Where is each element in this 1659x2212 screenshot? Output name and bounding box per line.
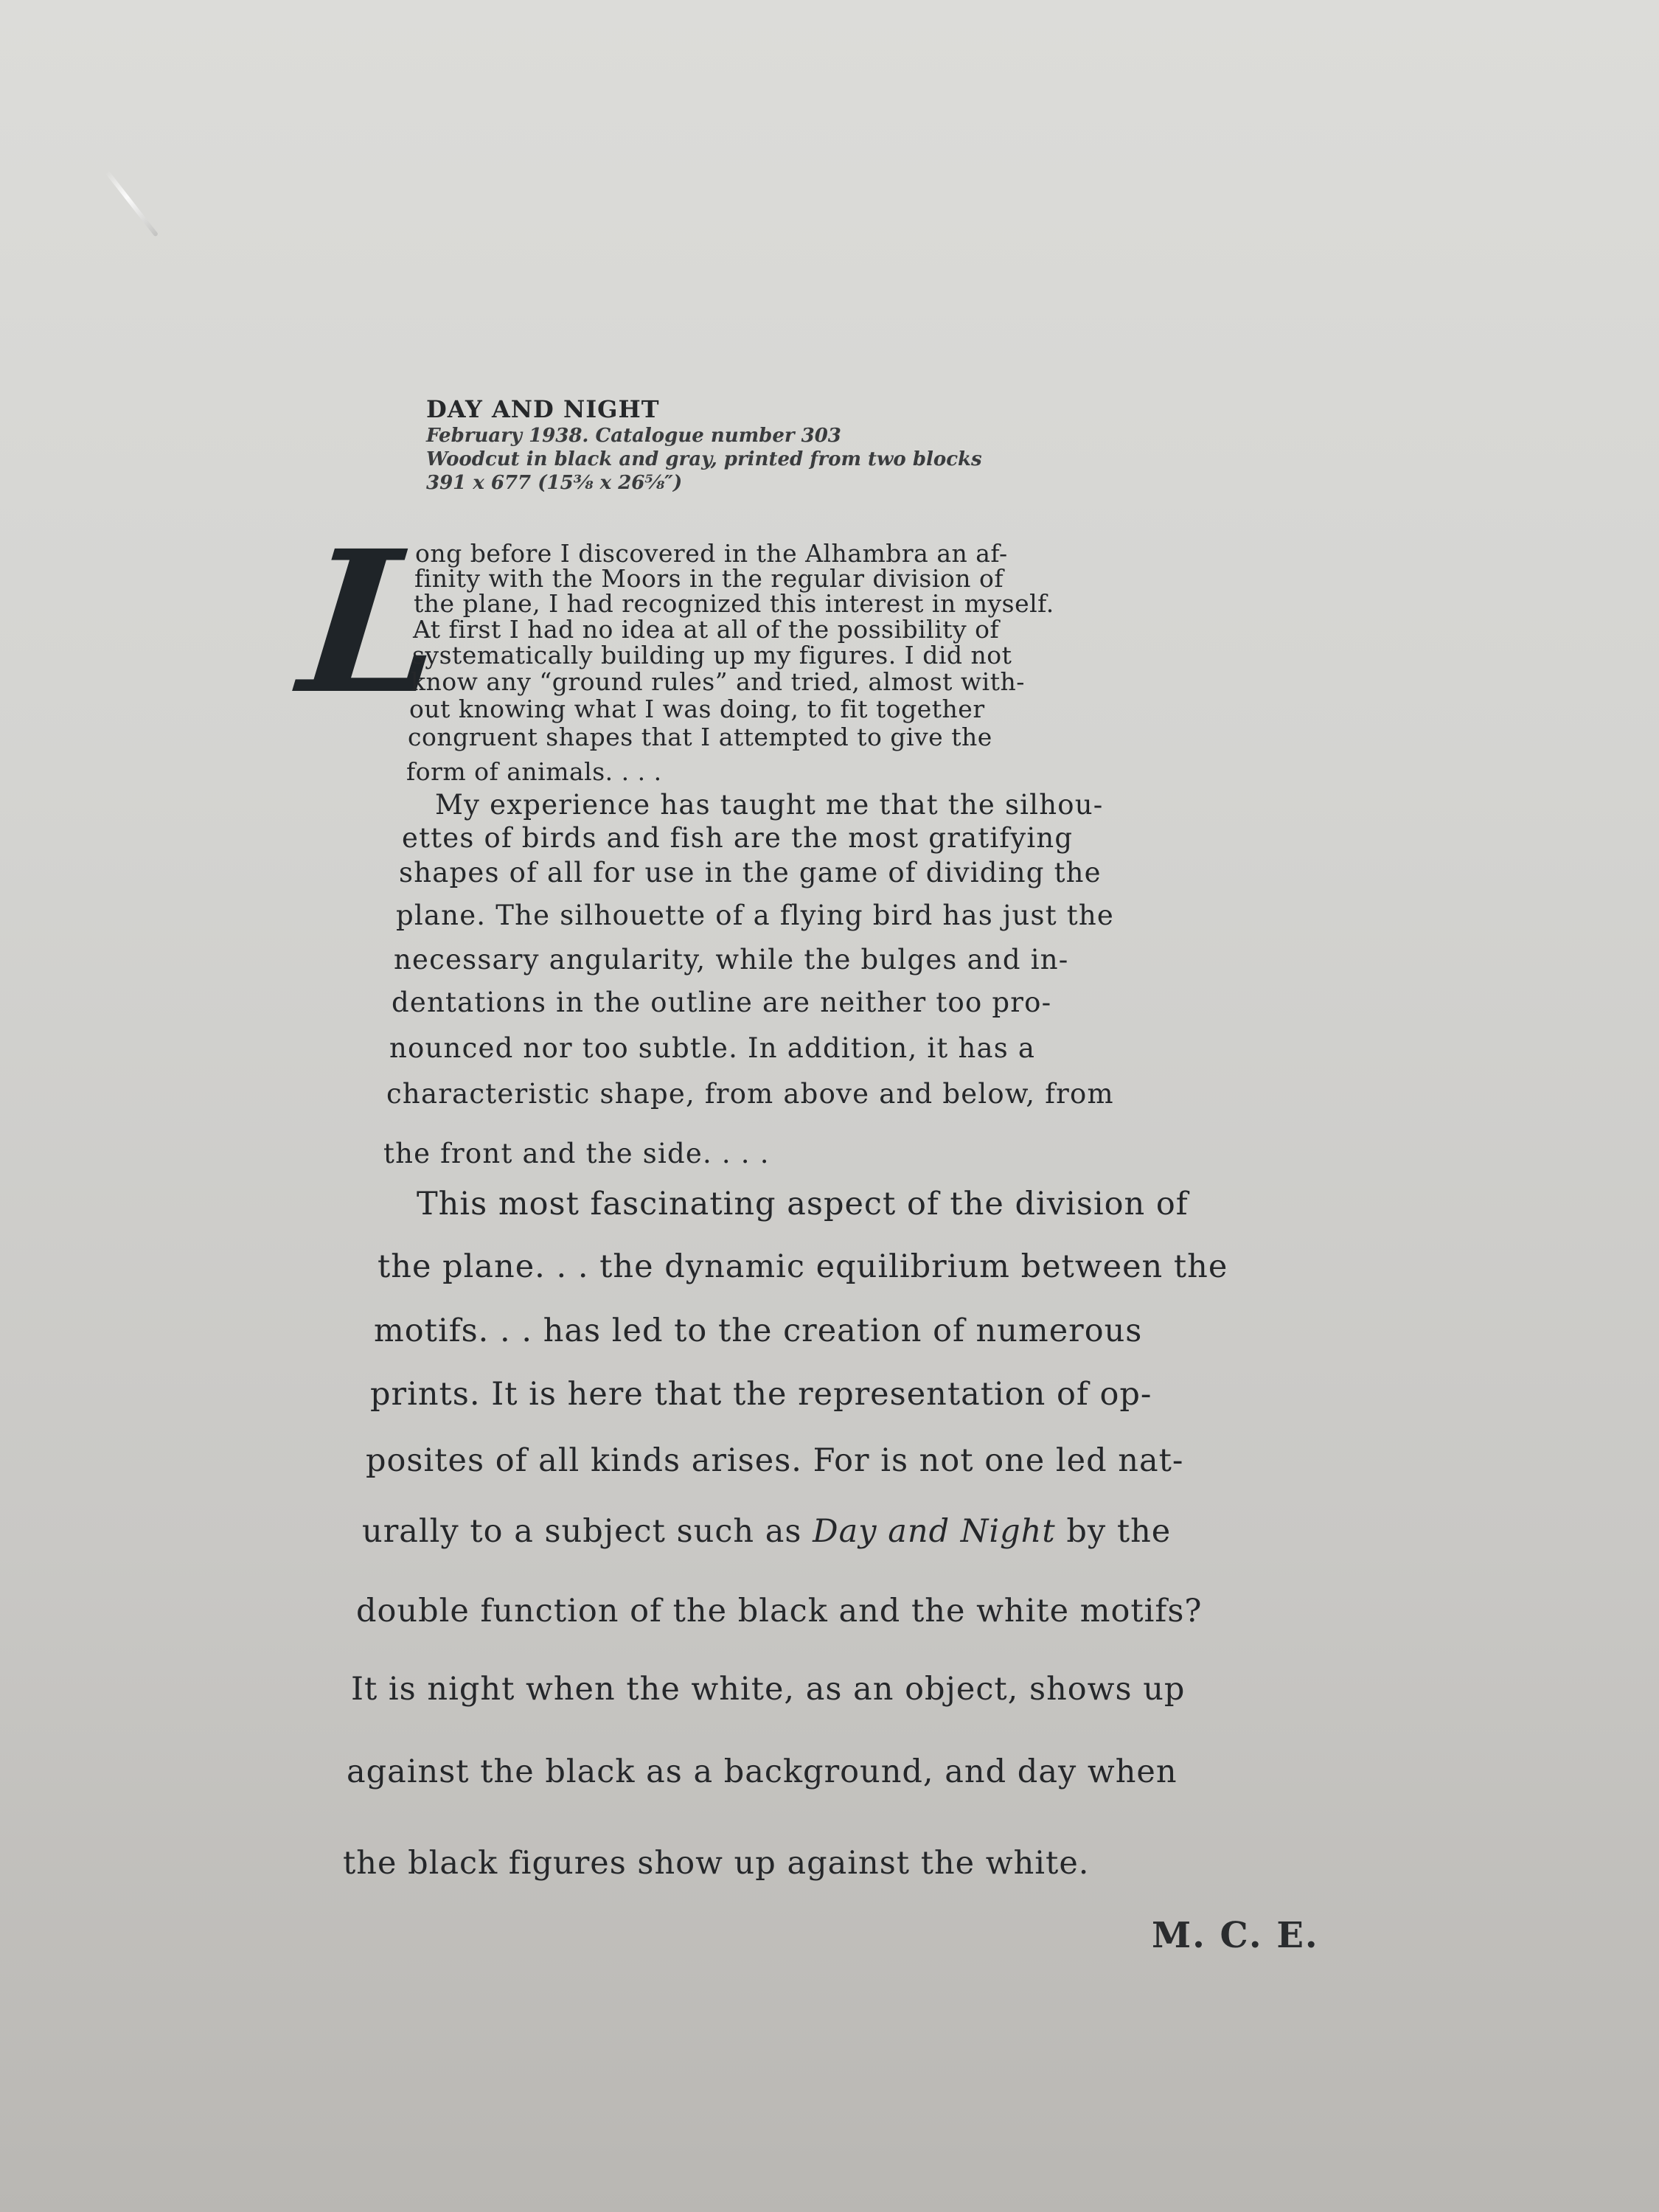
- text-line: shapes of all for use in the game of dividing the: [399, 857, 1102, 888]
- print-header: [426, 394, 1237, 495]
- text-line: posites of all kinds arises. For is not one led nat-: [366, 1442, 1184, 1479]
- text-segment: urally to a subject such as: [362, 1513, 802, 1550]
- text-line: congruent shapes that I attempted to give the: [408, 723, 992, 751]
- text-line: systematically building up my figures. I did not: [412, 641, 1012, 669]
- text-line: nounced nor too subtle. In addition, it has a: [389, 1032, 1036, 1064]
- date-catalogue: February 1938. Catalogue number 303: [426, 425, 841, 447]
- text-line: against the black as a background, and day when: [347, 1753, 1178, 1790]
- text-line: At first I had no idea at all of the possibility of: [413, 615, 1000, 644]
- text-line: form of animals. . . .: [406, 757, 662, 786]
- text-line: double function of the black and the white motifs?: [356, 1593, 1203, 1630]
- text-line: characteristic shape, from above and below, from: [386, 1078, 1114, 1110]
- text-line: the front and the side. . . .: [383, 1138, 770, 1169]
- text-line: the black figures show up against the white.: [343, 1845, 1090, 1882]
- text-line: dentations in the outline are neither too pro-: [392, 987, 1052, 1018]
- dimensions: 391 x 677 (15⅜ x 26⅝″): [426, 472, 683, 494]
- text-line: finity with the Moors in the regular division of: [414, 564, 1004, 593]
- text-line: the plane, I had recognized this interest in myself.: [414, 589, 1054, 618]
- text-line: motifs. . . has led to the creation of numerous: [374, 1312, 1143, 1349]
- text-line: prints. It is here that the representation of op-: [370, 1376, 1152, 1413]
- signature: M. C. E.: [1152, 1915, 1319, 1956]
- text-line: ong before I discovered in the Alhambra an af-: [415, 539, 1008, 568]
- text-segment: by the: [1066, 1513, 1172, 1550]
- text-line: This most fascinating aspect of the division of: [417, 1186, 1189, 1222]
- text-line: My experience has taught me that the silhou-: [435, 789, 1104, 821]
- drop-cap: L: [291, 508, 453, 737]
- paper-crease: [105, 170, 159, 237]
- text-line: ettes of birds and fish are the most gratifying: [402, 822, 1074, 854]
- print-title: DAY AND NIGHT: [426, 395, 660, 423]
- text-line: [362, 1514, 1171, 1548]
- text-line: out knowing what I was doing, to fit together: [409, 695, 985, 723]
- text-line: the plane. . . the dynamic equilibrium between the: [378, 1248, 1228, 1285]
- print-title-italic: Day and Night: [813, 1513, 1056, 1550]
- text-line: necessary angularity, while the bulges and in-: [394, 944, 1069, 975]
- medium: Woodcut in black and gray, printed from two blocks: [426, 448, 982, 470]
- text-line: It is night when the white, as an object, shows up: [351, 1671, 1186, 1708]
- text-line: know any “ground rules” and tried, almost with-: [411, 667, 1025, 696]
- text-line: plane. The silhouette of a flying bird has just the: [396, 900, 1114, 931]
